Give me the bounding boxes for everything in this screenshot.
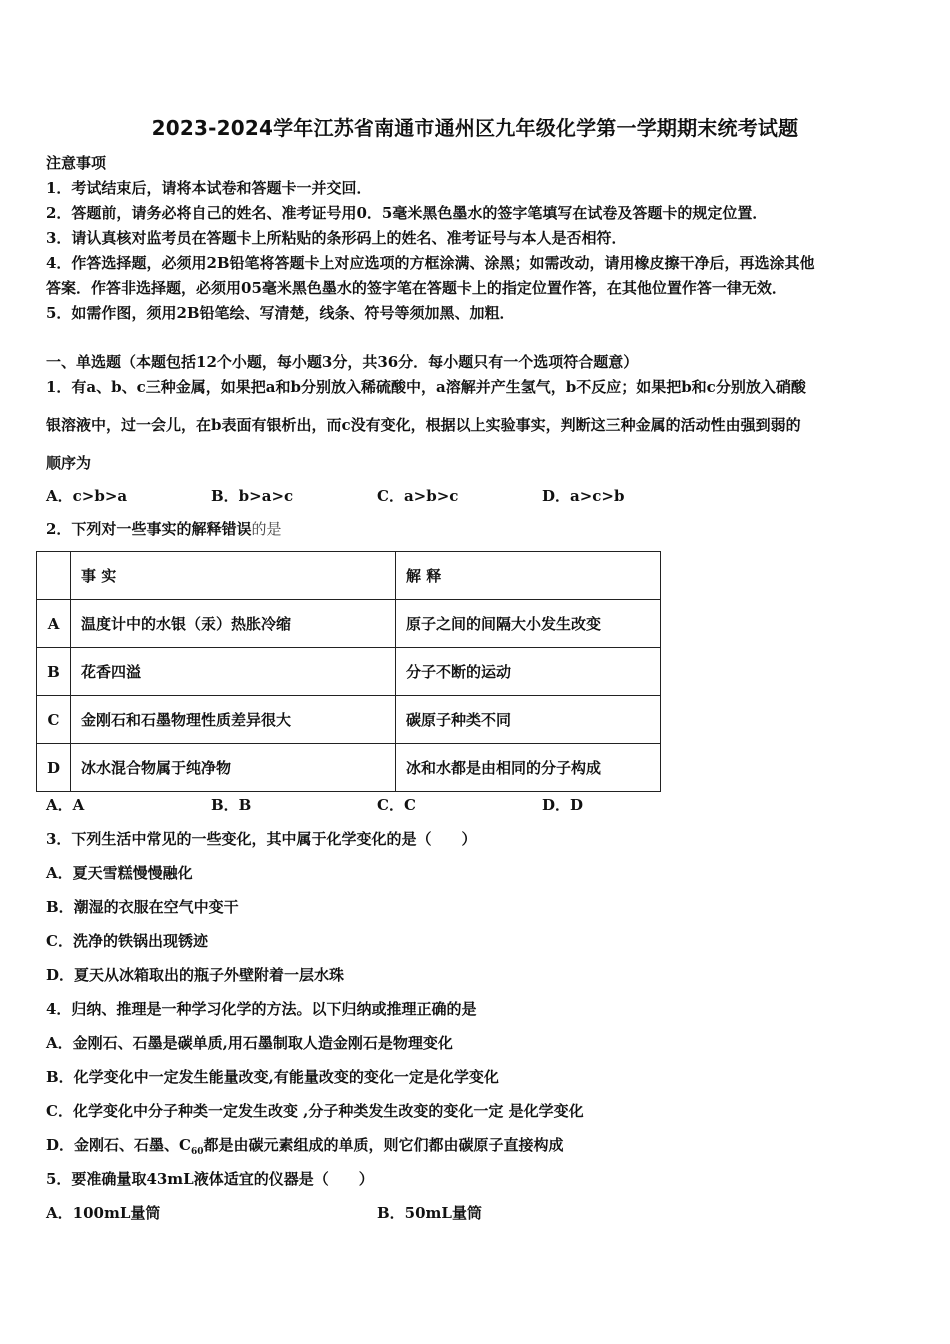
question-4-option-a: A．金刚石、石墨是碳单质,用石墨制取人造金刚石是物理变化 <box>46 1034 453 1052</box>
table-cell: A <box>37 600 71 648</box>
question-3-stem: 3．下列生活中常见的一些变化，其中属于化学变化的是（ ） <box>46 830 477 848</box>
facts-table <box>36 551 661 792</box>
question-1-option-c: C．a>b>c <box>377 487 459 505</box>
note-item: 4．作答选择题，必须用2B铅笔将答题卡上对应选项的方框涂满、涂黑；如需改动，请用橡皮擦干净后，再选涂其他 <box>46 254 815 272</box>
question-3-option-a: A．夏天雪糕慢慢融化 <box>46 864 193 882</box>
note-item: 2．答题前，请务必将自己的姓名、准考证号用0．5毫米黑色墨水的签字笔填写在试卷及答题卡的规定位置． <box>46 204 768 222</box>
table-row <box>37 600 661 648</box>
table-cell: 花香四溢 <box>71 648 396 696</box>
table-cell: B <box>37 648 71 696</box>
notes-heading: 注意事项 <box>46 154 107 172</box>
table-cell: 碳原子种类不同 <box>396 696 661 744</box>
table-header-cell <box>37 552 71 600</box>
question-1-option-b: B．b>a>c <box>211 487 294 505</box>
table-row <box>37 744 661 792</box>
question-4-option-c: C．化学变化中分子种类一定发生改变 ,分子种类发生改变的变化一定 是化学变化 <box>46 1102 584 1120</box>
table-cell: 分子不断的运动 <box>396 648 661 696</box>
question-2-option-d: D．D <box>542 796 584 814</box>
question-3-option-b: B．潮湿的衣服在空气中变干 <box>46 898 239 916</box>
question-2-option-b: B．B <box>211 796 252 814</box>
question-3-option-c: C．洗净的铁锅出现锈迹 <box>46 932 208 950</box>
table-header-cell: 事 实 <box>71 552 396 600</box>
question-1-stem-line: 顺序为 <box>46 454 92 472</box>
question-1-stem-line: 1．有a、b、c三种金属，如果把a和b分别放入稀硫酸中，a溶解并产生氢气，b不反应；如果把b和c分别放入硝酸 <box>46 378 806 396</box>
subscript-60: 60 <box>190 1147 204 1157</box>
section-heading: 一、单选题（本题包括12个小题，每小题3分，共36分．每小题只有一个选项符合题意） <box>46 353 639 371</box>
question-5-option-b: B．50mL量筒 <box>377 1204 482 1222</box>
question-2-stem <box>46 518 281 539</box>
question-2-stem-tail: 的是 <box>251 520 282 538</box>
table-row <box>37 696 661 744</box>
table-cell: 冰水混合物属于纯净物 <box>71 744 396 792</box>
table-cell: 冰和水都是由相同的分子构成 <box>396 744 661 792</box>
table-header-cell: 解 释 <box>396 552 661 600</box>
option-d-suffix: 都是由碳元素组成的单质，则它们都由碳原子直接构成 <box>203 1136 564 1154</box>
question-3-option-d: D．夏天从冰箱取出的瓶子外壁附着一层水珠 <box>46 966 345 984</box>
question-5-option-a: A．100mL量筒 <box>46 1204 161 1222</box>
question-2-stem-main: 2．下列对一些事实的解释错误 <box>46 520 252 538</box>
question-5-stem: 5．要准确量取43mL液体适宜的仪器是（ ） <box>46 1170 374 1188</box>
table-row <box>37 648 661 696</box>
table-cell: C <box>37 696 71 744</box>
note-item: 3．请认真核对监考员在答题卡上所粘贴的条形码上的姓名、准考证号与本人是否相符． <box>46 229 627 247</box>
exam-title: 2023-2024学年江苏省南通市通州区九年级化学第一学期期末统考试题 <box>151 116 799 140</box>
option-d-prefix: D．金刚石、石墨、C <box>46 1136 191 1154</box>
note-item: 5．如需作图，须用2B铅笔绘、写清楚，线条、符号等须加黑、加粗． <box>46 304 515 322</box>
table-cell: 金刚石和石墨物理性质差异很大 <box>71 696 396 744</box>
note-item: 1．考试结束后，请将本试卷和答题卡一并交回． <box>46 179 372 197</box>
question-1-option-a: A．c>b>a <box>46 487 128 505</box>
table-cell: D <box>37 744 71 792</box>
question-4-stem: 4．归纳、推理是一种学习化学的方法。以下归纳或推理正确的是 <box>46 1000 477 1018</box>
question-1-stem-line: 银溶液中，过一会儿，在b表面有银析出，而c没有变化，根据以上实验事实，判断这三种金属的活动性由强到弱的 <box>46 416 801 434</box>
question-4-option-b: B．化学变化中一定发生能量改变,有能量改变的变化一定是化学变化 <box>46 1068 499 1086</box>
table-header-row <box>37 552 661 600</box>
table-cell: 温度计中的水银（汞）热胀冷缩 <box>71 600 396 648</box>
question-4-option-d <box>46 1134 564 1157</box>
table-cell: 原子之间的间隔大小发生改变 <box>396 600 661 648</box>
question-2-option-a: A．A <box>46 796 85 814</box>
question-2-option-c: C．C <box>377 796 416 814</box>
question-1-option-d: D．a>c>b <box>542 487 625 505</box>
note-item: 答案．作答非选择题，必须用05毫米黑色墨水的签字笔在答题卡上的指定位置作答，在其他位置作答一律无效． <box>46 279 787 297</box>
